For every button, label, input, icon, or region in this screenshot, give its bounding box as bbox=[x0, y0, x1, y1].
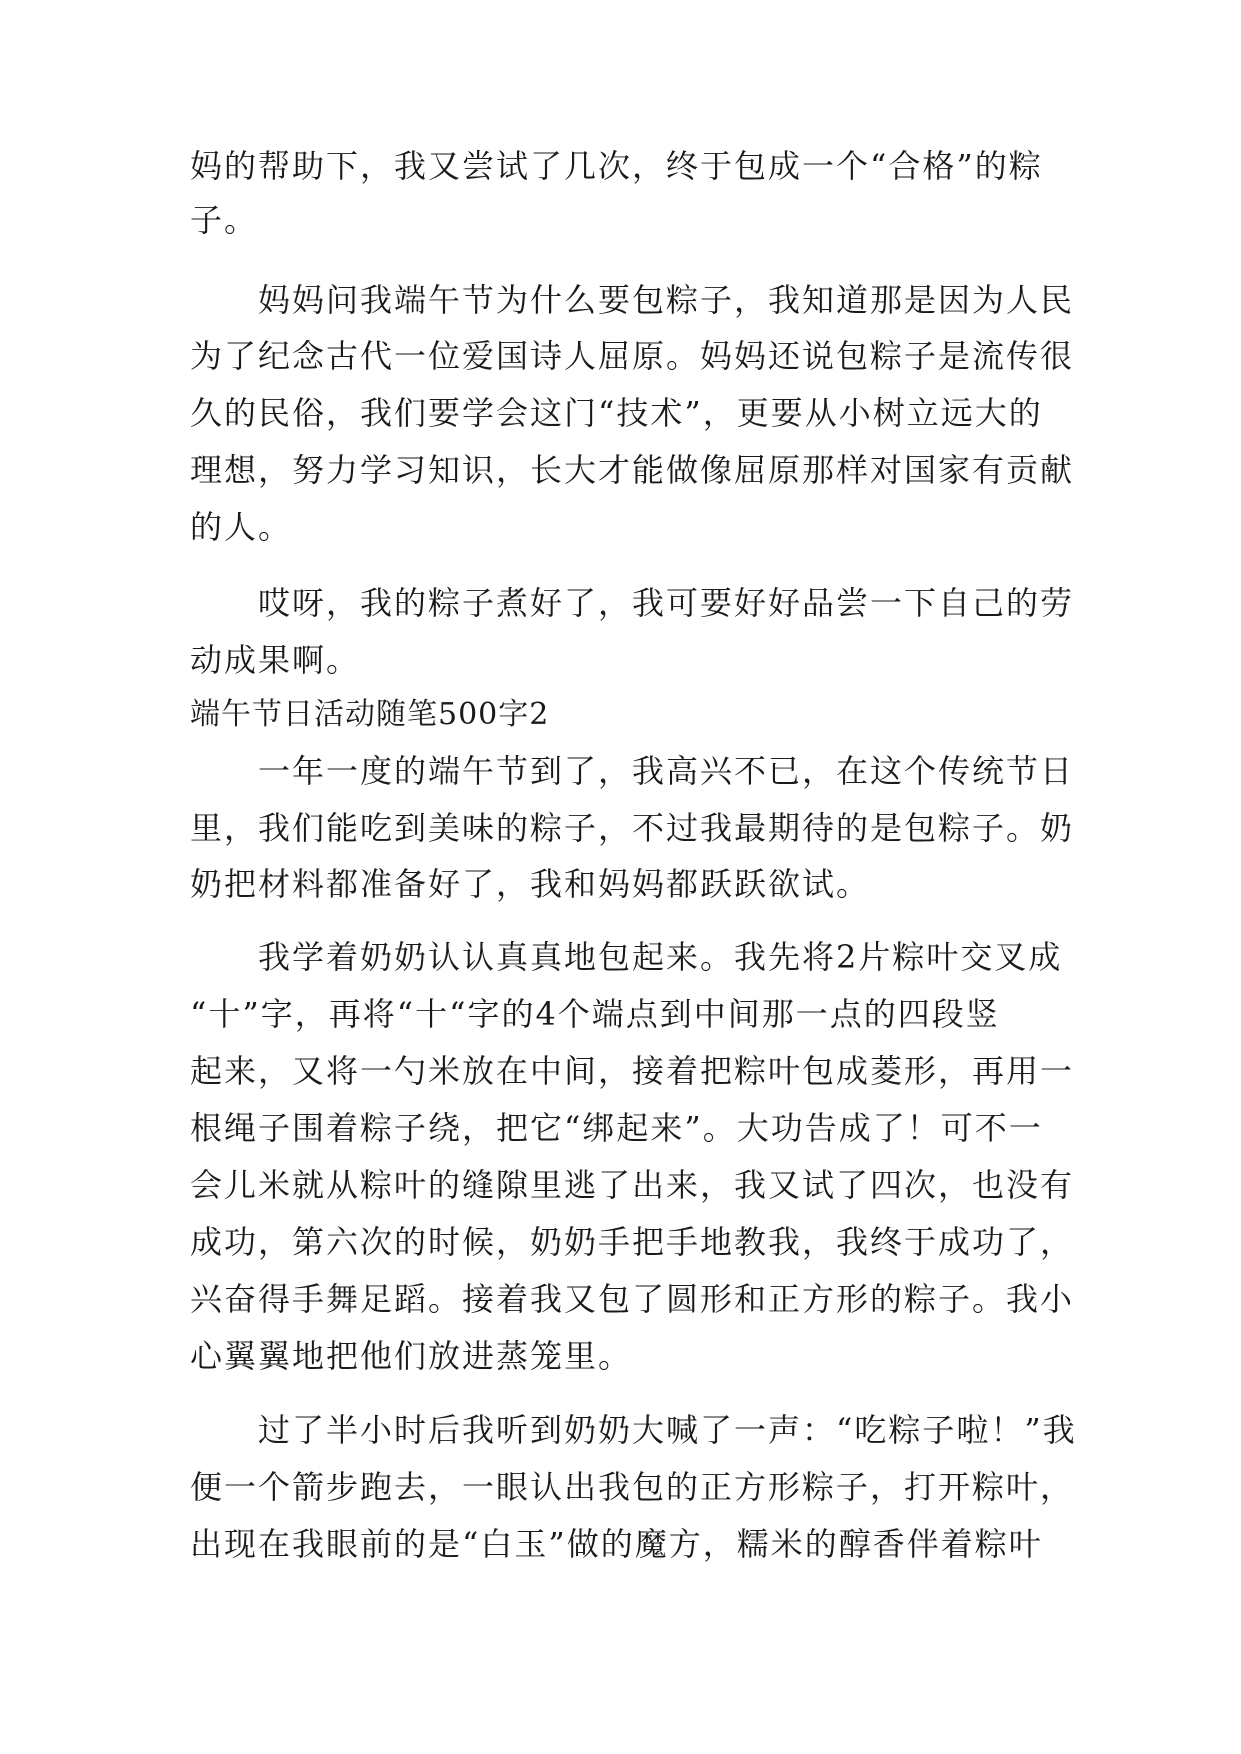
text-line: 里，我们能吃到美味的粽子，不过我最期待的是包粽子。奶 bbox=[190, 809, 1075, 847]
text-line: 妈的帮助下，我又尝试了几次，终于包成一个“合格”的粽 bbox=[190, 147, 1043, 185]
section-heading: 端午节日活动随笔500字2 bbox=[190, 697, 550, 732]
text-line: 会儿米就从粽叶的缝隙里逃了出来，我又试了四次，也没有 bbox=[190, 1166, 1075, 1204]
text-line: 根绳子围着粽子绕，把它“绑起来”。大功告成了！可不一 bbox=[190, 1109, 1043, 1147]
text-line: 兴奋得手舞足蹈。接着我又包了圆形和正方形的粽子。我小 bbox=[190, 1280, 1075, 1318]
text-line: 我学着奶奶认认真真地包起来。我先将2片粽叶交叉成 bbox=[258, 938, 1063, 976]
text-line: 出现在我眼前的是“白玉”做的魔方，糯米的醇香伴着粽叶 bbox=[190, 1525, 1043, 1563]
text-line: 妈妈问我端午节为什么要包粽子，我知道那是因为人民 bbox=[258, 281, 1075, 319]
text-line: 理想，努力学习知识，长大才能做像屈原那样对国家有贡献 bbox=[190, 451, 1075, 489]
text-line: 为了纪念古代一位爱国诗人屈原。妈妈还说包粽子是流传很 bbox=[190, 337, 1075, 375]
text-line: 奶把材料都准备好了，我和妈妈都跃跃欲试。 bbox=[190, 865, 871, 903]
text-line: “十”字，再将“十“字的4个端点到中间那一点的四段竖 bbox=[190, 995, 1000, 1033]
text-line: 哎呀，我的粽子煮好了，我可要好好品尝一下自己的劳 bbox=[258, 584, 1075, 622]
text-line: 心翼翼地把他们放进蒸笼里。 bbox=[190, 1337, 633, 1375]
text-line: 过了半小时后我听到奶奶大喊了一声：“吃粽子啦！”我 bbox=[258, 1411, 1077, 1449]
text-line: 起来，又将一勺米放在中间，接着把粽叶包成菱形，再用一 bbox=[190, 1052, 1075, 1090]
text-line: 子。 bbox=[190, 201, 259, 239]
text-line: 便一个箭步跑去，一眼认出我包的正方形粽子，打开粽叶， bbox=[190, 1468, 1075, 1506]
text-line: 成功，第六次的时候，奶奶手把手地教我，我终于成功了， bbox=[190, 1223, 1075, 1261]
text-line: 动成果啊。 bbox=[190, 641, 361, 679]
text-line: 一年一度的端午节到了，我高兴不已，在这个传统节日 bbox=[258, 752, 1075, 790]
text-line: 久的民俗，我们要学会这门“技术”，更要从小树立远大的 bbox=[190, 394, 1043, 432]
text-line: 的人。 bbox=[190, 508, 293, 546]
